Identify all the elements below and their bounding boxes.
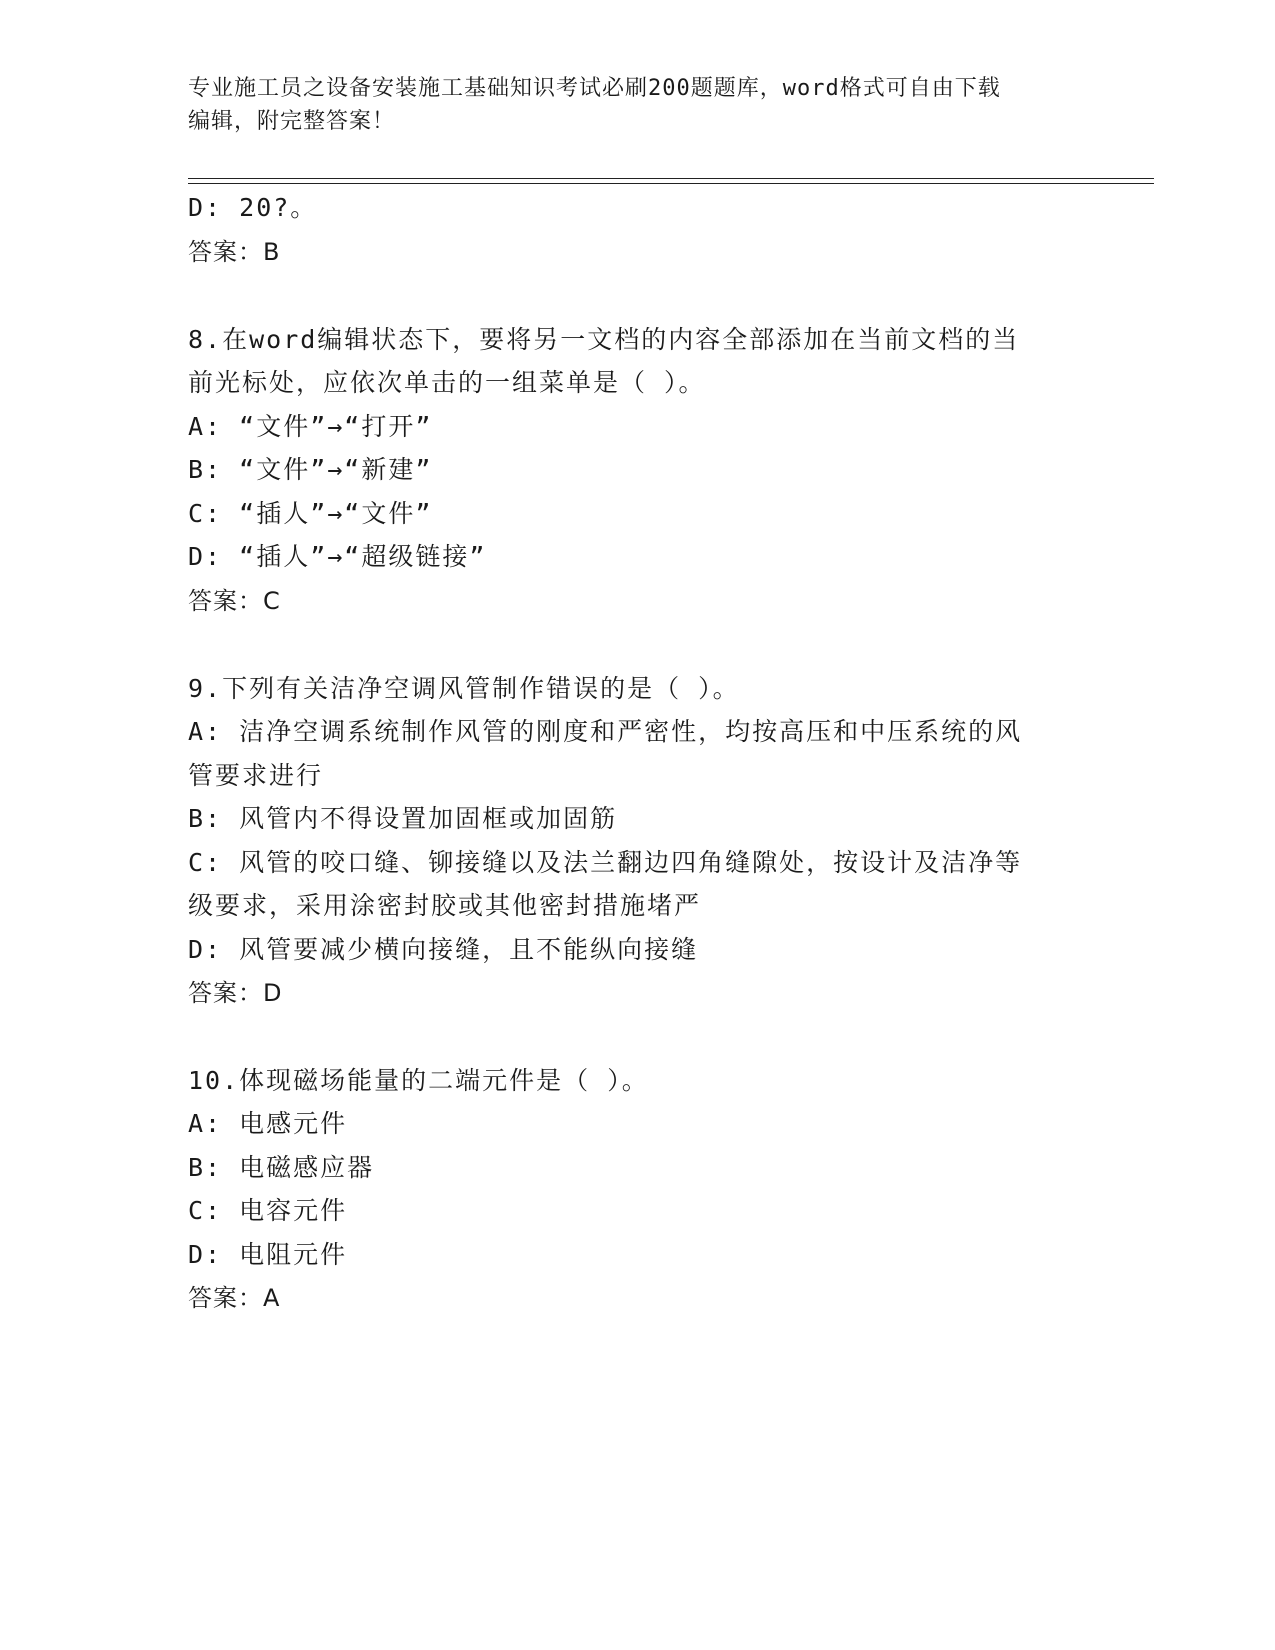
q8-option-d: D: “插人”→“超级链接” — [188, 542, 487, 571]
q9-option-d: D: 风管要减少横向接缝，且不能纵向接缝 — [188, 935, 699, 964]
q7-option-d: D: 20?。 — [188, 193, 318, 222]
q7-answer: 答案：B — [188, 238, 281, 266]
q9-stem: 9.下列有关洁净空调风管制作错误的是（ ）。 — [188, 674, 740, 703]
q8-option-b: B: “文件”→“新建” — [188, 455, 433, 484]
q8-stem-line-2: 前光标处，应依次单击的一组菜单是（ ）。 — [188, 368, 706, 397]
q10-answer: 答案：A — [188, 1284, 281, 1312]
document-header — [188, 72, 1088, 138]
header-divider-bottom — [188, 183, 1154, 184]
q8-answer: 答案：C — [188, 587, 281, 615]
q10-option-a: A: 电感元件 — [188, 1109, 348, 1138]
header-line-1: 专业施工员之设备安装施工基础知识考试必刷200题题库，word格式可自由下载 — [188, 76, 1001, 101]
q8-option-c: C: “插人”→“文件” — [188, 499, 433, 528]
q9-option-b: B: 风管内不得设置加固框或加固筋 — [188, 804, 618, 833]
q8-stem-line-1: 8.在word编辑状态下，要将另一文档的内容全部添加在当前文档的当 — [188, 325, 1020, 354]
q10-stem: 10.体现磁场能量的二端元件是（ ）。 — [188, 1066, 649, 1095]
q9-answer: 答案：D — [188, 979, 283, 1007]
header-line-2: 编辑，附完整答案！ — [188, 109, 396, 134]
q9-option-c-line-1: C: 风管的咬口缝、铆接缝以及法兰翻边四角缝隙处，按设计及洁净等 — [188, 848, 1023, 877]
q10-option-d: D: 电阻元件 — [188, 1240, 348, 1269]
q10-option-b: B: 电磁感应器 — [188, 1153, 375, 1182]
q10-option-c: C: 电容元件 — [188, 1196, 348, 1225]
q9-option-c-line-2: 级要求，采用涂密封胶或其他密封措施堵严 — [188, 891, 702, 920]
header-divider-top — [188, 178, 1154, 179]
q8-option-a: A: “文件”→“打开” — [188, 412, 433, 441]
q9-option-a-line-2: 管要求进行 — [188, 761, 324, 790]
q9-option-a-line-1: A: 洁净空调系统制作风管的刚度和严密性，均按高压和中压系统的风 — [188, 717, 1023, 746]
